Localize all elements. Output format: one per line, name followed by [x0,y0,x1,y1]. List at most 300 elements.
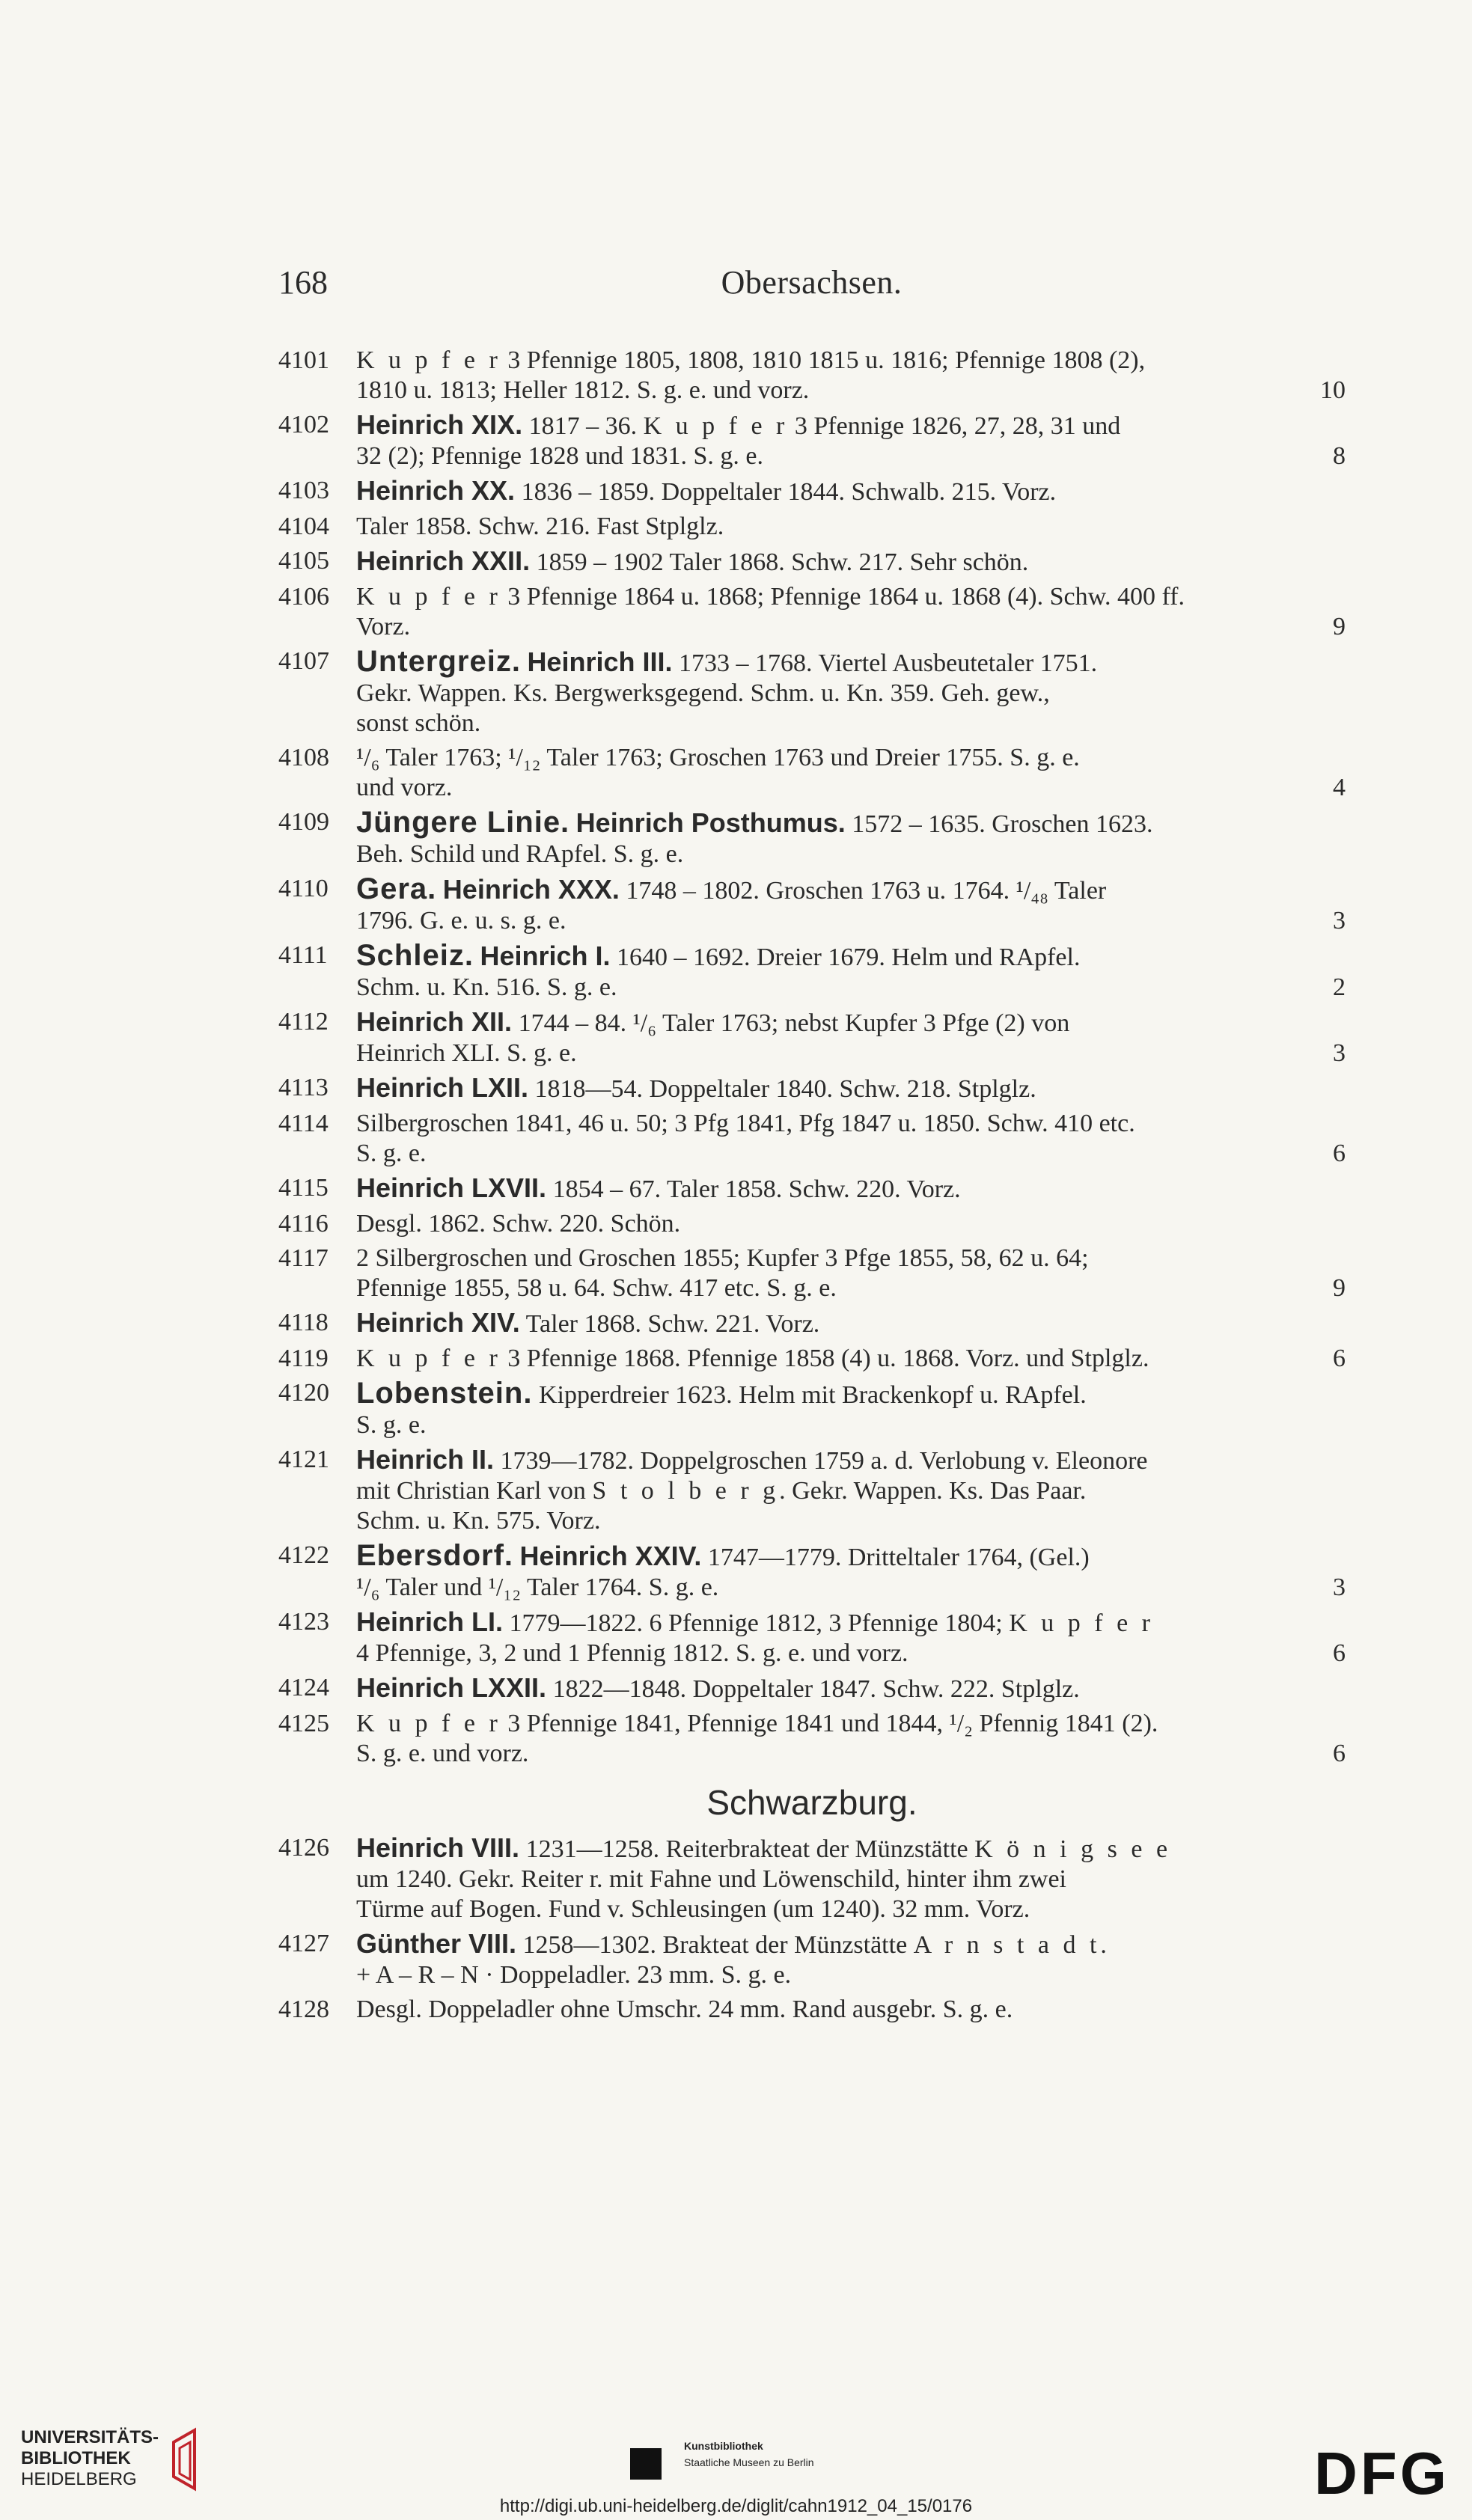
entry-text: K u p f e r [356,1710,501,1737]
entry-description [356,807,1346,869]
entry-text: Schm. u. Kn. 575. Vorz. [356,1507,601,1535]
entry-text: K u p f e r [356,1345,501,1372]
entry-line-text [356,874,1106,906]
entry-text: Vorz. [356,613,411,640]
ruler-name: Heinrich Posthumus. [575,807,846,838]
entry-text: S t o l b e r g [592,1477,780,1505]
entry-line [356,1995,1346,2025]
entry-line-text [356,1039,577,1068]
entry-line [356,476,1346,507]
entry-line [356,1673,1346,1704]
entry-line [356,840,1346,869]
entry-text: 1796. G. e. u. s. g. e. [356,907,566,935]
entry-number: 4110 [278,875,329,902]
entry-line [356,874,1346,906]
entries-schwarzburg [278,1833,1346,2025]
ruler-name: Ebersdorf. [356,1539,514,1572]
entry-line-text [356,1506,600,1536]
entry-line-text [356,1894,1030,1924]
entry-price: 6 [1333,1740,1346,1767]
entry-line [356,1573,1346,1603]
entry-line-text [356,1209,680,1239]
entry-text: 4 Pfennige, 3, 2 und 1 Pfennig 1812. S. g. e. und vorz. [356,1639,908,1667]
entry-number: 4121 [278,1446,329,1473]
ruler-name: Gera. [356,872,437,905]
entry-text [513,1544,520,1571]
entry-number: 4126 [278,1834,329,1862]
entry-line-text [356,376,809,406]
entry-line-text [356,1476,1086,1506]
entry-line-text [356,1073,1036,1104]
catalog-entry [278,1308,1346,1339]
entry-line-text [356,1007,1069,1039]
entry-line-text [356,1344,1149,1374]
entry-text: Heinrich XLI. S. g. e. [356,1039,577,1067]
entry-line-text [356,1445,1148,1476]
catalog-entry [278,1173,1346,1205]
entry-line [356,546,1346,578]
entry-text: 3 Pfennige 1864 u. 1868; Pfennige 1864 u. 1868 (4). Schw. 400 ff. [501,583,1185,611]
entry-text: Silbergroschen 1841, 46 u. 50; 3 Pfg 1841, Pfg 1847 u. 1850. Schw. 410 etc. [356,1110,1135,1137]
entry-line [356,1109,1346,1139]
catalog-entries [278,346,1346,2029]
ruler-name: Heinrich LXII. [356,1072,529,1103]
entry-line-text [356,1378,1087,1410]
entry-number: 4116 [278,1210,329,1238]
entry-line-text [356,1139,427,1169]
entry-line-text [356,582,1185,612]
catalog-entry [278,807,1346,869]
entry-description [356,1209,1346,1239]
entry-price: 6 [1333,1140,1346,1167]
ruler-name: Heinrich XXII. [356,545,531,576]
ruler-name: Schleiz. [356,939,474,972]
entry-description [356,1709,1346,1769]
entry-line [356,646,1346,679]
kunstbibliothek-logo-icon [630,2448,662,2480]
entry-line [356,346,1346,376]
entry-text: Schm. u. Kn. 516. S. g. e. [356,973,617,1001]
entry-line [356,1709,1346,1739]
entry-line-text [356,973,617,1003]
entry-line [356,1139,1346,1169]
entry-text: K u p f e r [1009,1609,1154,1637]
catalog-entry [278,582,1346,642]
entry-line [356,1007,1346,1039]
entry-text: 3 Pfennige 1841, Pfennige 1841 und 1844, ¹/₂ Pfennig 1841 (2). [501,1710,1158,1737]
entry-text [569,810,576,838]
entry-text: 1258—1302. Brakteat der Münzstätte [516,1931,914,1959]
entry-price: 3 [1333,1039,1346,1067]
ruler-name: Heinrich LXVII. [356,1172,547,1203]
entry-line-text [356,1709,1158,1739]
entry-number: 4101 [278,346,329,374]
entry-number: 4122 [278,1541,329,1569]
entry-text: 1810 u. 1813; Heller 1812. S. g. e. und vorz. [356,376,810,404]
entry-text: 1640 – 1692. Dreier 1679. Helm und RApfel. [610,944,1081,971]
entry-text: 2 Silbergroschen und Groschen 1855; Kupfer 3 Pfge 1855, 58, 62 u. 64; [356,1244,1089,1272]
ruler-name: Lobenstein. [356,1377,533,1410]
ruler-name: Untergreiz. [356,645,521,678]
catalog-entry [278,546,1346,578]
entry-text: Taler 1858. Schw. 216. Fast Stplglz. [356,513,724,540]
ruler-name: Heinrich I. [480,941,611,971]
entry-line-text [356,441,763,471]
entries-obersachsen [278,346,1346,1769]
entry-text: 1859 – 1902 Taler 1868. Schw. 217. Sehr schön. [530,548,1029,576]
entry-line-text [356,1639,908,1669]
entry-line [356,906,1346,936]
entry-text: 3 Pfennige 1868. Pfennige 1858 (4) u. 1868. Vorz. und Stplglz. [501,1345,1149,1372]
entry-number: 4120 [278,1379,329,1407]
entry-description [356,1109,1346,1169]
catalog-entry [278,1929,1346,1990]
ruler-name: Heinrich XII. [356,1006,513,1037]
entry-line-text [356,1308,819,1339]
entry-text: Pfennige 1855, 58 u. 64. Schw. 417 etc. S. g. e. [356,1274,837,1302]
entry-text: 1817 – 36. [522,412,644,440]
entry-text: Türme auf Bogen. Fund v. Schleusingen (um 1240). 32 mm. Vorz. [356,1895,1030,1923]
entry-number: 4103 [278,477,329,504]
page-title: Obersachsen. [721,264,903,301]
entry-price: 10 [1320,376,1346,404]
entry-text: 3 Pfennige 1805, 1808, 1810 1815 u. 1816; Pfennige 1808 (2), [501,346,1146,374]
dfg-logo[interactable]: DFG [1314,2440,1450,2507]
catalog-entry [278,346,1346,406]
entry-line [356,1410,1346,1440]
entry-text: S. g. e. [356,1411,427,1439]
entry-text: ¹/₆ Taler und ¹/₁₂ Taler 1764. S. g. e. [356,1574,719,1601]
entry-line-text [356,941,1080,973]
entry-number: 4114 [278,1110,329,1137]
catalog-entry [278,1209,1346,1239]
entry-line-text [356,1573,718,1603]
entry-line-text [356,612,410,642]
entry-number: 4111 [278,941,328,969]
entry-description [356,346,1346,406]
entry-line-text [356,906,566,936]
entry-text: A r n s t a d t. [913,1931,1111,1959]
entry-text: K ö n i g s e e [974,1835,1172,1863]
entry-line-text [356,1865,1066,1894]
entry-text: 1818—54. Doppeltaler 1840. Schw. 218. Stplglz. [528,1075,1036,1103]
entry-number: 4104 [278,513,329,540]
entry-text: 1572 – 1635. Groschen 1623. [845,810,1153,838]
entry-text: und vorz. [356,774,453,801]
ruler-name: Heinrich XX. [356,475,516,506]
entry-description [356,1007,1346,1068]
entry-number: 4112 [278,1008,329,1036]
entry-number: 4125 [278,1710,329,1737]
entry-line-text [356,1929,1111,1960]
entry-price: 6 [1333,1345,1346,1372]
entry-line-text [356,410,1120,441]
catalog-entry [278,1833,1346,1924]
entry-line-text [356,807,1153,840]
entry-description [356,646,1346,738]
section-heading: Schwarzburg. [706,1783,917,1822]
entry-description [356,941,1346,1003]
catalog-entry [278,1244,1346,1303]
entry-number: 4102 [278,411,329,438]
entry-description [356,582,1346,642]
entry-description [356,1607,1346,1669]
entry-text: sonst schön. [356,709,481,737]
entry-description [356,1073,1346,1104]
entry-number: 4128 [278,1995,329,2023]
entry-line-text [356,1541,1090,1573]
entry-description [356,1833,1346,1924]
kb-line-2: Staatliche Museen zu Berlin [684,2456,814,2468]
entry-text: Desgl. 1862. Schw. 220. Schön. [356,1210,681,1238]
entry-line [356,1607,1346,1639]
entry-line [356,410,1346,441]
entry-number: 4124 [278,1674,329,1701]
ruler-name: Heinrich XIV. [356,1307,520,1338]
entry-line-text [356,1960,791,1990]
catalog-entry [278,941,1346,1003]
entry-line [356,1833,1346,1865]
entry-line [356,612,1346,642]
entry-line-text [356,709,480,738]
entry-text: 1733 – 1768. Viertel Ausbeutetaler 1751. [672,649,1098,677]
catalog-entry [278,1995,1346,2025]
entry-line-text [356,512,724,542]
entry-line [356,1929,1346,1960]
entry-description [356,1173,1346,1205]
ub-logo-line-2: BIBLIOTHEK [21,2448,131,2468]
entry-line [356,1739,1346,1769]
permalink-url[interactable]: http://digi.ub.uni-heidelberg.de/diglit/cahn1912_04_15/0176 [499,2496,973,2516]
entry-line-text [356,773,452,803]
entry-line [356,1344,1346,1374]
footer [0,2417,1472,2520]
entry-line [356,973,1346,1003]
entry-text: 1854 – 67. Taler 1858. Schw. 220. Vorz. [546,1175,961,1203]
entry-line [356,1209,1346,1239]
entry-line [356,376,1346,406]
entry-number: 4119 [278,1345,329,1372]
entry-description [356,1244,1346,1303]
entry-line-text [356,743,1080,773]
entry-line-text [356,1410,427,1440]
entry-line [356,1506,1346,1536]
catalog-entry [278,1541,1346,1603]
entry-line [356,1378,1346,1410]
page-number: 168 [278,264,328,301]
entry-price: 9 [1333,613,1346,640]
ub-heidelberg-logo[interactable] [21,2427,159,2490]
entry-line-text [356,546,1028,578]
entry-line [356,1894,1346,1924]
entry-text: 1822—1848. Doppeltaler 1847. Schw. 222. Stplglz. [546,1675,1080,1703]
entry-number: 4127 [278,1930,329,1957]
entry-number: 4117 [278,1244,329,1272]
entry-text: 1748 – 1802. Groschen 1763 u. 1764. ¹/₄₈ Taler [619,877,1107,905]
entry-line [356,1039,1346,1068]
ruler-name: Jüngere Linie. [356,806,570,839]
entry-text: . Gekr. Wappen. Ks. Das Paar. [779,1477,1087,1505]
entry-text: 1779—1822. 6 Pfennige 1812, 3 Pfennige 1804; [503,1609,1010,1637]
catalog-entry [278,1344,1346,1374]
catalog-entry [278,1607,1346,1669]
entry-text: 1231—1258. Reiterbrakteat der Münzstätte [519,1835,975,1863]
ub-logo-line-1: UNIVERSITÄTS- [21,2427,159,2447]
entry-description [356,1378,1346,1440]
entry-number: 4123 [278,1608,329,1636]
entry-text: 1739—1782. Doppelgroschen 1759 a. d. Verlobung v. Eleonore [494,1447,1148,1475]
entry-line-text [356,840,683,869]
entry-text: Gekr. Wappen. Ks. Bergwerksgegend. Schm. u. Kn. 359. Geh. gew., [356,679,1050,707]
ruler-name: Heinrich LI. [356,1606,504,1637]
entry-line [356,1865,1346,1894]
ruler-name: Heinrich XXIV. [519,1541,702,1571]
ruler-name: Heinrich III. [527,646,673,677]
entry-line-text [356,1109,1135,1139]
entry-line-text [356,1673,1080,1704]
entry-line [356,1273,1346,1303]
catalog-entry [278,1445,1346,1536]
ruler-name: Heinrich VIII. [356,1832,520,1863]
entry-price: 3 [1333,907,1346,935]
catalog-entry [278,1073,1346,1104]
catalog-entry [278,410,1346,471]
entry-number: 4115 [278,1174,329,1202]
entry-description [356,1995,1346,2025]
entry-line [356,512,1346,542]
entry-line [356,709,1346,738]
entry-line [356,582,1346,612]
entry-line [356,1073,1346,1104]
catalog-entry [278,743,1346,803]
ruler-name: Heinrich II. [356,1444,495,1475]
entry-line [356,1173,1346,1205]
entry-line [356,679,1346,709]
entry-text: 32 (2); Pfennige 1828 und 1831. S. g. e. [356,442,763,470]
kb-line-1: Kunstbibliothek [684,2440,763,2452]
entry-text: Desgl. Doppeladler ohne Umschr. 24 mm. Rand ausgebr. S. g. e. [356,1995,1013,2023]
entry-text: K u p f e r [356,346,501,374]
catalog-entry [278,512,1346,542]
entry-line [356,441,1346,471]
entry-line-text [356,346,1145,376]
catalog-entry [278,1109,1346,1169]
entry-description [356,1445,1346,1536]
entry-text: S. g. e. [356,1140,427,1167]
kunstbibliothek-logo[interactable] [684,2438,814,2471]
entry-line [356,1639,1346,1669]
entry-price: 3 [1333,1574,1346,1601]
entry-text: K u p f e r [356,583,501,611]
catalog-entry [278,476,1346,507]
entry-description [356,546,1346,578]
entry-description [356,1929,1346,1990]
entry-price: 9 [1333,1274,1346,1302]
entry-line [356,807,1346,840]
entry-text [436,877,443,905]
entry-line [356,743,1346,773]
ruler-name: Günther VIII. [356,1928,517,1959]
ruler-name: Heinrich XXX. [442,874,620,905]
entry-text: 3 Pfennige 1826, 27, 28, 31 und [788,412,1121,440]
entry-description [356,743,1346,803]
entry-text: Beh. Schild und RApfel. S. g. e. [356,840,684,868]
catalog-entry [278,1673,1346,1704]
entry-text: mit Christian Karl von [356,1477,593,1505]
ruler-name: Heinrich XIX. [356,409,523,440]
entry-line-text [356,1995,1013,2025]
catalog-entry [278,1378,1346,1440]
entry-line-text [356,1607,1154,1639]
entry-line [356,1960,1346,1990]
catalog-entry [278,1007,1346,1068]
entry-line [356,1445,1346,1476]
entry-text: Taler 1868. Schw. 221. Vorz. [519,1310,820,1338]
entry-number: 4118 [278,1309,329,1336]
entry-line [356,1476,1346,1506]
entry-number: 4113 [278,1074,329,1101]
entry-price: 6 [1333,1639,1346,1667]
entry-line-text [356,1739,528,1769]
entry-price: 4 [1333,774,1346,801]
entry-line-text [356,1173,961,1205]
entry-text: um 1240. Gekr. Reiter r. mit Fahne und Löwenschild, hinter ihm zwei [356,1865,1066,1893]
ub-emblem-icon [169,2427,202,2496]
entry-line-text [356,476,1056,507]
entry-text: ¹/₆ Taler 1763; ¹/₁₂ Taler 1763; Groschen 1763 und Dreier 1755. S. g. e. [356,744,1080,771]
entry-description [356,512,1346,542]
entry-number: 4106 [278,583,329,611]
entry-line [356,773,1346,803]
entry-text: 1747—1779. Dritteltaler 1764, (Gel.) [701,1544,1090,1571]
entry-line-text [356,1244,1089,1273]
catalog-entry [278,646,1346,738]
entry-text: 1836 – 1859. Doppeltaler 1844. Schwalb. 215. Vorz. [515,478,1057,506]
entry-text: 1744 – 84. ¹/₆ Taler 1763; nebst Kupfer 3 Pfge (2) von [512,1009,1070,1037]
entry-line [356,1541,1346,1573]
entry-number: 4108 [278,744,329,771]
ub-logo-line-3: HEIDELBERG [21,2469,137,2489]
entry-number: 4105 [278,547,329,575]
entry-description [356,1308,1346,1339]
entry-line-text [356,646,1097,679]
entry-description [356,410,1346,471]
page-header [278,263,1345,308]
entry-text: Kipperdreier 1623. Helm mit Brackenkopf u. RApfel. [532,1381,1087,1409]
entry-price: 8 [1333,442,1346,470]
entry-number: 4109 [278,808,329,836]
catalog-entry [278,1709,1346,1769]
entry-description [356,1344,1346,1374]
entry-number: 4107 [278,647,329,675]
entry-description [356,476,1346,507]
entry-line [356,1244,1346,1273]
entry-line [356,1308,1346,1339]
entry-line-text [356,679,1050,709]
catalog-entry [278,874,1346,936]
entry-line-text [356,1273,837,1303]
entry-description [356,1541,1346,1603]
entry-text: S. g. e. und vorz. [356,1740,529,1767]
entry-description [356,1673,1346,1704]
entry-description [356,874,1346,936]
entry-text: K u p f e r [643,412,789,440]
ruler-name: Heinrich LXXII. [356,1672,547,1703]
entry-line-text [356,1833,1171,1865]
entry-price: 2 [1333,973,1346,1001]
entry-text: + A – R – N · Doppeladler. 23 mm. S. g. e. [356,1961,792,1989]
entry-line [356,941,1346,973]
